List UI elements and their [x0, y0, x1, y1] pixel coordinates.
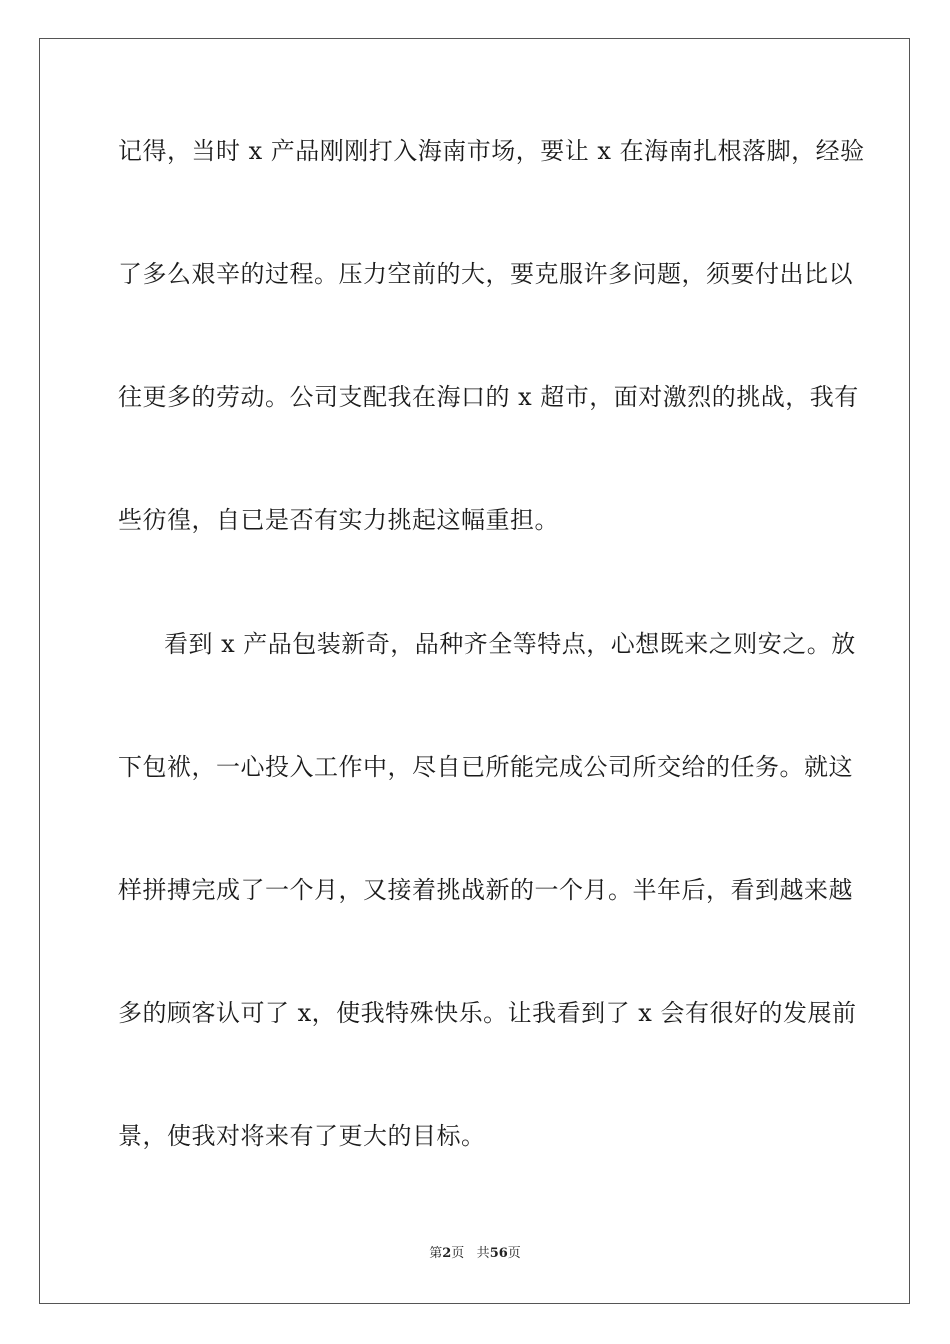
page-border — [39, 38, 910, 1304]
paragraph-line-7: 样拼搏完成了一个月，又接着挑战新的一个月。半年后，看到越来越 — [118, 876, 853, 904]
paragraph-line-6: 下包袱，一心投入工作中，尽自已所能完成公司所交给的任务。就这 — [118, 753, 853, 781]
page-footer — [0, 1244, 950, 1264]
footer-page-suffix: 页 — [451, 1246, 465, 1261]
paragraph-line-5: 看到 x 产品包装新奇，品种齐全等特点，心想既来之则安之。放 — [164, 630, 856, 658]
footer-page-prefix: 第 — [429, 1246, 443, 1261]
paragraph-line-4: 些彷徨，自已是否有实力挑起这幅重担。 — [118, 506, 559, 534]
paragraph-line-9: 景，使我对将来有了更大的目标。 — [118, 1122, 486, 1150]
footer-total-suffix: 页 — [507, 1246, 521, 1261]
paragraph-line-3: 往更多的劳动。公司支配我在海口的 x 超市，面对激烈的挑战，我有 — [118, 383, 859, 411]
footer-page-number: 2 — [442, 1246, 452, 1261]
paragraph-line-2: 了多么艰辛的过程。压力空前的大，要克服许多问题，须要付出比以 — [118, 260, 853, 288]
paragraph-line-1: 记得，当时 x 产品刚刚打入海南市场，要让 x 在海南扎根落脚，经验 — [118, 137, 865, 165]
footer-total-prefix: 共 — [476, 1246, 490, 1261]
paragraph-line-8: 多的顾客认可了 x，使我特殊快乐。让我看到了 x 会有很好的发展前 — [118, 999, 857, 1027]
footer-total-pages: 56 — [489, 1246, 508, 1261]
